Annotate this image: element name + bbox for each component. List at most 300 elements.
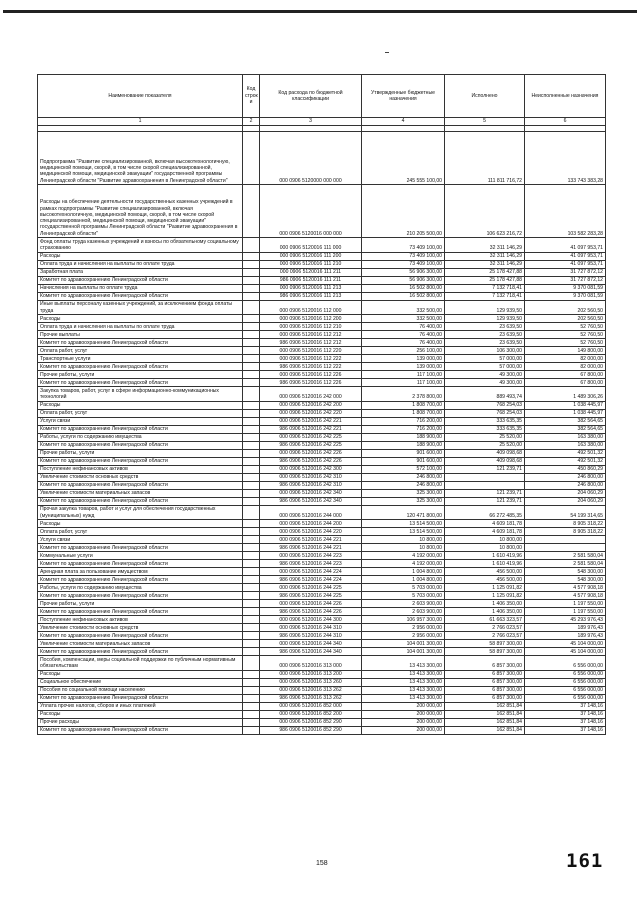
- row-name-cell: Комитет по здравоохранению Ленинградской области: [38, 608, 243, 616]
- top-border-rule: [3, 10, 637, 13]
- row-approved-cell: 188 900,00: [362, 433, 445, 441]
- row-classifier-cell: 000 0906 5120016 242 200: [260, 401, 362, 409]
- row-approved-cell: 5 703 000,00: [362, 592, 445, 600]
- row-executed-cell: 7 132 718,41: [445, 284, 525, 292]
- row-unexecuted-cell: 45 104 000,00: [525, 648, 606, 656]
- row-code-cell: [243, 300, 260, 315]
- table-row: [38, 284, 606, 292]
- row-code-cell: [243, 632, 260, 640]
- row-executed-cell: 6 857 300,00: [445, 656, 525, 671]
- row-unexecuted-cell: 31 727 872,12: [525, 268, 606, 276]
- row-approved-cell: 325 300,00: [362, 497, 445, 505]
- col-header-approved: Утвержденные бюджетные назначения: [362, 75, 445, 118]
- row-unexecuted-cell: 2 581 580,04: [525, 552, 606, 560]
- row-unexecuted-cell: 8 905 318,22: [525, 520, 606, 528]
- row-name-cell: Иные выплаты персоналу казенных учреждений, за исключением фонда оплаты труда: [38, 300, 243, 315]
- row-unexecuted-cell: 2 581 580,04: [525, 560, 606, 568]
- row-code-cell: [243, 363, 260, 371]
- row-approved-cell: 56 906 300,00: [362, 268, 445, 276]
- row-name-cell: Прочие работы, услуги: [38, 371, 243, 379]
- table-row: [38, 363, 606, 371]
- table-row: [38, 624, 606, 632]
- row-approved-cell: 210 205 500,00: [362, 185, 445, 238]
- row-classifier-cell: 986 0906 5120016 111 213: [260, 292, 362, 300]
- row-executed-cell: 2 766 023,57: [445, 632, 525, 640]
- row-code-cell: [243, 726, 260, 734]
- row-name-cell: Оплата труда и начисления на выплаты по оплате труда: [38, 323, 243, 331]
- row-name-cell: Услуги связи: [38, 536, 243, 544]
- row-unexecuted-cell: 37 148,16: [525, 718, 606, 726]
- row-name-cell: Поступление нефинансовых активов: [38, 616, 243, 624]
- row-unexecuted-cell: 45 104 000,00: [525, 640, 606, 648]
- row-executed-cell: 66 272 485,35: [445, 505, 525, 520]
- row-name-cell: Расходы: [38, 252, 243, 260]
- row-unexecuted-cell: 1 197 550,00: [525, 608, 606, 616]
- row-approved-cell: 76 400,00: [362, 331, 445, 339]
- table-row: [38, 568, 606, 576]
- row-unexecuted-cell: 189 976,43: [525, 632, 606, 640]
- row-code-cell: [243, 528, 260, 536]
- table-row: [38, 433, 606, 441]
- table-row: [38, 441, 606, 449]
- row-code-cell: [243, 489, 260, 497]
- table-row: [38, 528, 606, 536]
- row-name-cell: Расходы: [38, 670, 243, 678]
- row-name-cell: Арендная плата за пользование имуществом: [38, 568, 243, 576]
- row-unexecuted-cell: 450 860,29: [525, 465, 606, 473]
- row-executed-cell: 4 609 181,78: [445, 528, 525, 536]
- row-approved-cell: 2 956 000,00: [362, 624, 445, 632]
- row-unexecuted-cell: 6 556 000,00: [525, 678, 606, 686]
- row-classifier-cell: 986 0906 5120016 111 211: [260, 276, 362, 284]
- row-unexecuted-cell: 6 556 000,00: [525, 670, 606, 678]
- row-executed-cell: 1 610 419,96: [445, 552, 525, 560]
- row-code-cell: [243, 702, 260, 710]
- row-classifier-cell: 000 0906 5120016 242 221: [260, 417, 362, 425]
- row-approved-cell: 256 100,00: [362, 347, 445, 355]
- row-unexecuted-cell: 37 148,16: [525, 710, 606, 718]
- row-executed-cell: 333 635,35: [445, 417, 525, 425]
- table-row: [38, 401, 606, 409]
- table-row: [38, 694, 606, 702]
- row-approved-cell: 76 400,00: [362, 323, 445, 331]
- table-row: [38, 536, 606, 544]
- row-approved-cell: 13 413 300,00: [362, 678, 445, 686]
- row-name-cell: Расходы: [38, 401, 243, 409]
- row-name-cell: Комитет по здравоохранению Ленинградской области: [38, 457, 243, 465]
- row-unexecuted-cell: 9 370 081,59: [525, 292, 606, 300]
- table-row: [38, 544, 606, 552]
- row-name-cell: Комитет по здравоохранению Ленинградской области: [38, 425, 243, 433]
- row-name-cell: Прочие работы, услуги: [38, 449, 243, 457]
- row-classifier-cell: 986 0906 5120016 244 226: [260, 608, 362, 616]
- row-code-cell: [243, 355, 260, 363]
- row-approved-cell: 4 192 000,00: [362, 560, 445, 568]
- row-name-cell: Комитет по здравоохранению Ленинградской области: [38, 544, 243, 552]
- row-executed-cell: 409 098,68: [445, 457, 525, 465]
- row-executed-cell: 25 520,00: [445, 441, 525, 449]
- row-executed-cell: 1 125 091,82: [445, 592, 525, 600]
- row-unexecuted-cell: 133 743 383,28: [525, 132, 606, 185]
- row-unexecuted-cell: 82 000,00: [525, 355, 606, 363]
- row-classifier-cell: 000 0906 5120016 112 212: [260, 331, 362, 339]
- row-executed-cell: 111 811 716,72: [445, 132, 525, 185]
- row-approved-cell: 10 800,00: [362, 544, 445, 552]
- row-approved-cell: 13 514 500,00: [362, 520, 445, 528]
- row-approved-cell: 1 808 700,00: [362, 401, 445, 409]
- row-unexecuted-cell: 8 905 318,22: [525, 528, 606, 536]
- row-name-cell: Увеличение стоимости материальных запасов: [38, 489, 243, 497]
- table-row: [38, 710, 606, 718]
- row-code-cell: [243, 185, 260, 238]
- row-classifier-cell: 000 0906 5120016 313 262: [260, 686, 362, 694]
- row-executed-cell: 32 311 146,29: [445, 252, 525, 260]
- row-classifier-cell: 000 0906 5120016 242 310: [260, 473, 362, 481]
- row-classifier-cell: 986 0906 5120016 242 225: [260, 441, 362, 449]
- row-unexecuted-cell: 246 800,00: [525, 473, 606, 481]
- row-classifier-cell: 000 0906 5120016 242 000: [260, 387, 362, 402]
- row-executed-cell: 23 639,50: [445, 323, 525, 331]
- row-classifier-cell: 000 0906 5120016 852 000: [260, 702, 362, 710]
- row-executed-cell: 162 851,84: [445, 718, 525, 726]
- row-classifier-cell: 986 0906 5120016 244 340: [260, 648, 362, 656]
- row-executed-cell: 7 132 718,41: [445, 292, 525, 300]
- row-classifier-cell: 000 0906 5120016 111 211: [260, 268, 362, 276]
- table-row: [38, 323, 606, 331]
- row-classifier-cell: 000 0906 5120016 111 210: [260, 260, 362, 268]
- row-code-cell: [243, 520, 260, 528]
- table-row: [38, 640, 606, 648]
- row-executed-cell: 49 300,00: [445, 371, 525, 379]
- row-unexecuted-cell: [525, 544, 606, 552]
- row-approved-cell: 1 004 800,00: [362, 576, 445, 584]
- row-code-cell: [243, 331, 260, 339]
- row-classifier-cell: 000 0906 5120016 244 300: [260, 616, 362, 624]
- row-unexecuted-cell: 54 199 314,65: [525, 505, 606, 520]
- row-unexecuted-cell: 492 501,32: [525, 449, 606, 457]
- table-row: [38, 315, 606, 323]
- column-number-row: [38, 118, 606, 126]
- row-code-cell: [243, 268, 260, 276]
- row-code-cell: [243, 238, 260, 253]
- row-name-cell: Начисления на выплаты по оплате труда: [38, 284, 243, 292]
- row-classifier-cell: 986 0906 5120016 242 310: [260, 481, 362, 489]
- row-unexecuted-cell: 548 300,00: [525, 568, 606, 576]
- table-row: [38, 457, 606, 465]
- row-approved-cell: 325 300,00: [362, 489, 445, 497]
- row-name-cell: Комитет по здравоохранению Ленинградской области: [38, 648, 243, 656]
- row-approved-cell: 10 800,00: [362, 536, 445, 544]
- row-code-cell: [243, 718, 260, 726]
- row-code-cell: [243, 371, 260, 379]
- row-code-cell: [243, 425, 260, 433]
- row-unexecuted-cell: 4 577 908,18: [525, 584, 606, 592]
- row-approved-cell: 13 514 500,00: [362, 528, 445, 536]
- row-code-cell: [243, 473, 260, 481]
- row-name-cell: Социальное обеспечение: [38, 678, 243, 686]
- row-name-cell: Комитет по здравоохранению Ленинградской области: [38, 363, 243, 371]
- row-name-cell: Пособия по социальной помощи населению: [38, 686, 243, 694]
- scan-mark: [385, 52, 389, 53]
- row-name-cell: Поступление нефинансовых активов: [38, 465, 243, 473]
- row-unexecuted-cell: 204 060,29: [525, 497, 606, 505]
- row-approved-cell: 200 000,00: [362, 702, 445, 710]
- row-code-cell: [243, 260, 260, 268]
- row-approved-cell: 200 000,00: [362, 726, 445, 734]
- row-code-cell: [243, 678, 260, 686]
- table-row: [38, 670, 606, 678]
- row-code-cell: [243, 292, 260, 300]
- row-name-cell: Расходы на обеспечение деятельности государственных казенных учреждений в рамках подпрограммы "Развитие специализированной, включая высокотехнологичную, медицинской помощи, скорой, в том числе скорой специализированной, медицинской помощи, медицинской эвакуации" государственной программы Ленинградской области "Развитие здравоохранения в Ленинградской области": [38, 185, 243, 238]
- row-classifier-cell: 000 0906 5120016 313 260: [260, 678, 362, 686]
- row-classifier-cell: 986 0906 5120016 244 310: [260, 632, 362, 640]
- row-name-cell: Прочие работы, услуги: [38, 600, 243, 608]
- col-number: 4: [362, 118, 445, 126]
- row-classifier-cell: 000 0906 5120016 313 200: [260, 670, 362, 678]
- row-name-cell: Прочие выплаты: [38, 331, 243, 339]
- row-name-cell: Подпрограмма "Развитие специализированной, включая высокотехнологичную, медицинской помощи, скорой, в том числе скорой специализированной, медицинской помощи, медицинской эвакуации" государственной программы Ленинградской области "Развитие здравоохранения в Ленинградской области": [38, 132, 243, 185]
- row-executed-cell: 889 493,74: [445, 387, 525, 402]
- row-name-cell: Транспортные услуги: [38, 355, 243, 363]
- row-executed-cell: 23 639,50: [445, 339, 525, 347]
- row-classifier-cell: 000 0906 5120016 111 200: [260, 252, 362, 260]
- table-row: [38, 417, 606, 425]
- row-unexecuted-cell: 246 800,00: [525, 481, 606, 489]
- table-row: [38, 648, 606, 656]
- row-classifier-cell: 000 0906 5120016 244 224: [260, 568, 362, 576]
- row-classifier-cell: 986 0906 5120016 852 290: [260, 726, 362, 734]
- row-executed-cell: 25 178 427,88: [445, 268, 525, 276]
- row-executed-cell: 25 178 427,88: [445, 276, 525, 284]
- row-unexecuted-cell: 52 760,50: [525, 323, 606, 331]
- row-code-cell: [243, 710, 260, 718]
- row-approved-cell: 16 502 800,00: [362, 292, 445, 300]
- row-code-cell: [243, 624, 260, 632]
- table-row: [38, 355, 606, 363]
- row-unexecuted-cell: 189 976,43: [525, 624, 606, 632]
- row-unexecuted-cell: 6 556 000,00: [525, 656, 606, 671]
- table-row: [38, 371, 606, 379]
- row-name-cell: Фонд оплаты труда казенных учреждений и взносы по обязательному социальному страхованию: [38, 238, 243, 253]
- table-row: [38, 520, 606, 528]
- table-row: [38, 632, 606, 640]
- col-header-code: Код строк и: [243, 75, 260, 118]
- row-unexecuted-cell: 52 760,50: [525, 339, 606, 347]
- table-row: [38, 185, 606, 238]
- row-approved-cell: 200 000,00: [362, 718, 445, 726]
- table-row: [38, 465, 606, 473]
- row-approved-cell: 5 703 000,00: [362, 584, 445, 592]
- row-executed-cell: 1 406 350,00: [445, 608, 525, 616]
- row-executed-cell: 121 239,71: [445, 497, 525, 505]
- row-approved-cell: 73 409 100,00: [362, 252, 445, 260]
- row-classifier-cell: 000 0906 5120016 244 200: [260, 520, 362, 528]
- row-name-cell: Комитет по здравоохранению Ленинградской области: [38, 339, 243, 347]
- col-number: 5: [445, 118, 525, 126]
- row-executed-cell: 162 851,84: [445, 710, 525, 718]
- table-row: [38, 505, 606, 520]
- row-classifier-cell: 000 0906 5120016 112 226: [260, 371, 362, 379]
- row-approved-cell: 117 100,00: [362, 371, 445, 379]
- row-name-cell: Комитет по здравоохранению Ленинградской области: [38, 292, 243, 300]
- table-row: [38, 600, 606, 608]
- row-executed-cell: 2 766 023,57: [445, 624, 525, 632]
- row-executed-cell: 49 300,00: [445, 379, 525, 387]
- row-code-cell: [243, 379, 260, 387]
- row-name-cell: Комитет по здравоохранению Ленинградской области: [38, 276, 243, 284]
- table-row: [38, 473, 606, 481]
- row-unexecuted-cell: 52 760,50: [525, 331, 606, 339]
- row-name-cell: Комитет по здравоохранению Ленинградской области: [38, 497, 243, 505]
- row-code-cell: [243, 441, 260, 449]
- row-classifier-cell: 000 0906 5120016 244 221: [260, 536, 362, 544]
- table-row: [38, 449, 606, 457]
- row-classifier-cell: 000 0906 5120016 242 220: [260, 409, 362, 417]
- row-unexecuted-cell: 382 564,65: [525, 425, 606, 433]
- row-classifier-cell: 000 0906 5120016 112 200: [260, 315, 362, 323]
- table-body: [38, 132, 606, 735]
- row-unexecuted-cell: 4 577 908,18: [525, 592, 606, 600]
- table-row: [38, 481, 606, 489]
- row-unexecuted-cell: 6 556 000,00: [525, 694, 606, 702]
- row-code-cell: [243, 656, 260, 671]
- table-row: [38, 339, 606, 347]
- row-name-cell: Услуги связи: [38, 417, 243, 425]
- row-executed-cell: 10 800,00: [445, 544, 525, 552]
- row-approved-cell: 73 409 100,00: [362, 238, 445, 253]
- row-unexecuted-cell: 163 380,00: [525, 433, 606, 441]
- row-code-cell: [243, 284, 260, 292]
- row-approved-cell: 901 600,00: [362, 449, 445, 457]
- row-classifier-cell: 986 0906 5120016 242 221: [260, 425, 362, 433]
- row-classifier-cell: 000 0906 5120016 244 310: [260, 624, 362, 632]
- row-unexecuted-cell: 202 560,50: [525, 315, 606, 323]
- row-classifier-cell: 000 0906 5120016 313 000: [260, 656, 362, 671]
- row-approved-cell: 139 000,00: [362, 363, 445, 371]
- row-code-cell: [243, 409, 260, 417]
- row-executed-cell: 32 311 146,29: [445, 260, 525, 268]
- table-row: [38, 252, 606, 260]
- row-code-cell: [243, 481, 260, 489]
- row-code-cell: [243, 640, 260, 648]
- row-approved-cell: 246 800,00: [362, 481, 445, 489]
- row-code-cell: [243, 694, 260, 702]
- row-name-cell: Закупка товаров, работ, услуг в сфере информационно-коммуникационных технологий: [38, 387, 243, 402]
- row-name-cell: Комитет по здравоохранению Ленинградской области: [38, 576, 243, 584]
- row-code-cell: [243, 132, 260, 185]
- table-row: [38, 686, 606, 694]
- row-name-cell: Прочие расходы: [38, 718, 243, 726]
- row-unexecuted-cell: 37 148,16: [525, 702, 606, 710]
- row-code-cell: [243, 536, 260, 544]
- row-executed-cell: 10 800,00: [445, 536, 525, 544]
- row-approved-cell: 4 192 000,00: [362, 552, 445, 560]
- row-executed-cell: 1 610 419,96: [445, 560, 525, 568]
- row-approved-cell: 139 000,00: [362, 355, 445, 363]
- row-approved-cell: 120 471 800,00: [362, 505, 445, 520]
- row-code-cell: [243, 347, 260, 355]
- table-row: [38, 726, 606, 734]
- row-code-cell: [243, 339, 260, 347]
- col-number: 3: [260, 118, 362, 126]
- row-name-cell: Увеличение стоимости основных средств: [38, 624, 243, 632]
- row-code-cell: [243, 323, 260, 331]
- row-classifier-cell: 000 0906 5120016 112 220: [260, 347, 362, 355]
- row-code-cell: [243, 401, 260, 409]
- row-classifier-cell: 000 0906 5120016 112 210: [260, 323, 362, 331]
- row-code-cell: [243, 465, 260, 473]
- row-code-cell: [243, 616, 260, 624]
- table-row: [38, 292, 606, 300]
- row-classifier-cell: 000 0906 5120016 244 000: [260, 505, 362, 520]
- row-unexecuted-cell: 67 800,00: [525, 371, 606, 379]
- row-executed-cell: 4 609 181,78: [445, 520, 525, 528]
- table-row: [38, 718, 606, 726]
- row-executed-cell: 6 857 300,00: [445, 670, 525, 678]
- row-name-cell: Расходы: [38, 520, 243, 528]
- row-classifier-cell: 986 0906 5120016 242 226: [260, 457, 362, 465]
- row-classifier-cell: 000 0906 5120000 000 000: [260, 132, 362, 185]
- row-approved-cell: 104 001 300,00: [362, 640, 445, 648]
- row-approved-cell: 716 200,00: [362, 425, 445, 433]
- row-approved-cell: 901 600,00: [362, 457, 445, 465]
- row-name-cell: Расходы: [38, 710, 243, 718]
- row-classifier-cell: 986 0906 5120016 242 340: [260, 497, 362, 505]
- row-unexecuted-cell: 9 370 081,59: [525, 284, 606, 292]
- row-name-cell: Работы, услуги по содержанию имущества: [38, 584, 243, 592]
- row-executed-cell: 61 663 323,57: [445, 616, 525, 624]
- row-unexecuted-cell: 149 800,00: [525, 347, 606, 355]
- row-executed-cell: [445, 473, 525, 481]
- row-code-cell: [243, 648, 260, 656]
- row-classifier-cell: 000 0906 5120016 112 222: [260, 355, 362, 363]
- row-approved-cell: 104 001 300,00: [362, 648, 445, 656]
- table-row: [38, 260, 606, 268]
- row-executed-cell: 768 254,03: [445, 409, 525, 417]
- row-code-cell: [243, 544, 260, 552]
- row-name-cell: Комитет по здравоохранению Ленинградской области: [38, 379, 243, 387]
- row-code-cell: [243, 600, 260, 608]
- row-classifier-cell: 000 0906 5120016 111 213: [260, 284, 362, 292]
- row-approved-cell: 1 808 700,00: [362, 409, 445, 417]
- row-unexecuted-cell: 41 097 953,71: [525, 238, 606, 253]
- row-unexecuted-cell: 382 564,65: [525, 417, 606, 425]
- row-unexecuted-cell: 548 300,00: [525, 576, 606, 584]
- row-executed-cell: 409 098,68: [445, 449, 525, 457]
- row-code-cell: [243, 686, 260, 694]
- table-row: [38, 656, 606, 671]
- row-name-cell: Расходы: [38, 315, 243, 323]
- row-name-cell: Уплата прочих налогов, сборов и иных платежей: [38, 702, 243, 710]
- row-name-cell: Коммунальные услуги: [38, 552, 243, 560]
- table-row: [38, 489, 606, 497]
- table-row: [38, 409, 606, 417]
- row-executed-cell: 57 000,00: [445, 363, 525, 371]
- row-approved-cell: 13 413 300,00: [362, 694, 445, 702]
- row-code-cell: [243, 568, 260, 576]
- row-classifier-cell: 986 0906 5120016 112 226: [260, 379, 362, 387]
- row-code-cell: [243, 387, 260, 402]
- table-row: [38, 576, 606, 584]
- table-row: [38, 608, 606, 616]
- table-row: [38, 702, 606, 710]
- row-unexecuted-cell: 37 148,16: [525, 726, 606, 734]
- row-executed-cell: 129 939,50: [445, 315, 525, 323]
- row-name-cell: Увеличение стоимости материальных запасов: [38, 640, 243, 648]
- row-unexecuted-cell: 1 197 550,00: [525, 600, 606, 608]
- col-number: 2: [243, 118, 260, 126]
- row-unexecuted-cell: 202 560,50: [525, 300, 606, 315]
